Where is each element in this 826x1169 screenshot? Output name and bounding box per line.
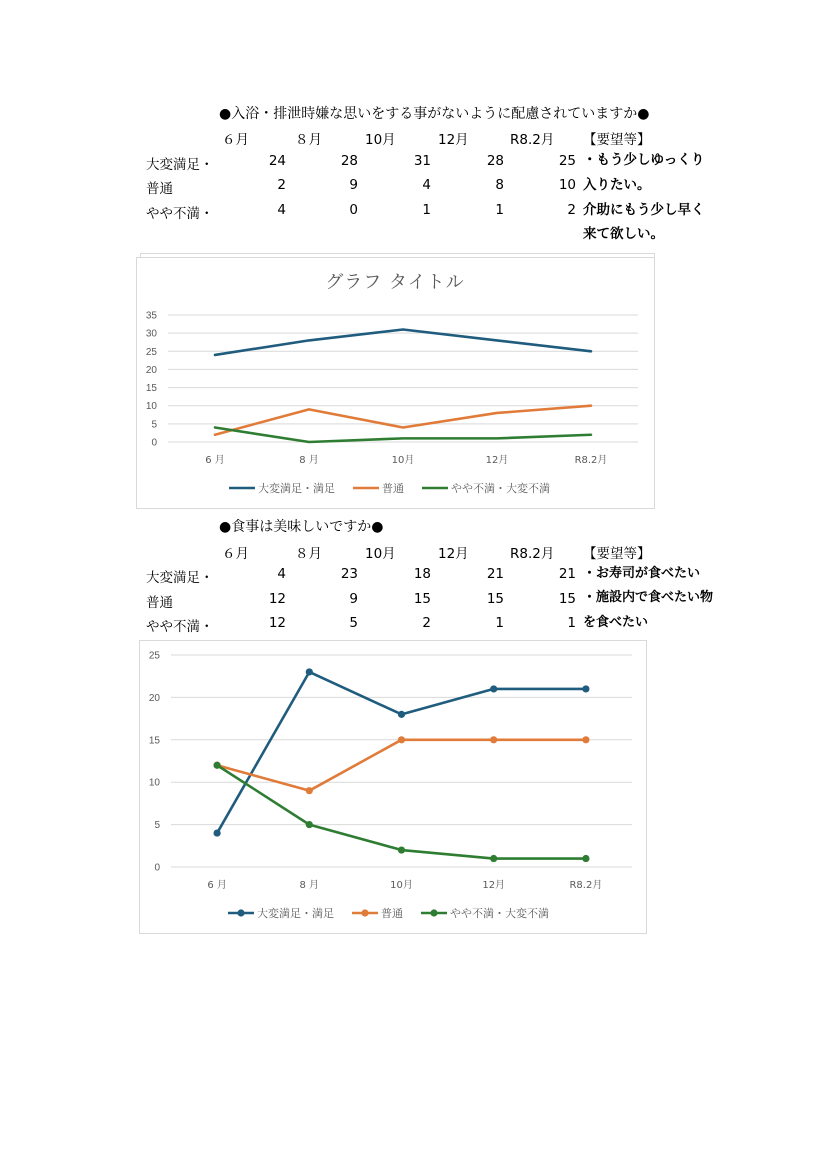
data-point bbox=[398, 846, 405, 853]
data-point bbox=[306, 668, 313, 675]
x-tick-label: 6 月 bbox=[207, 880, 227, 891]
y-tick-label: 25 bbox=[145, 346, 157, 358]
table-cell: 8 bbox=[495, 177, 504, 193]
table-cell: 9 bbox=[349, 591, 358, 607]
legend-marker bbox=[237, 909, 244, 916]
x-tick-label: 10月 bbox=[390, 880, 413, 891]
row-label: 普通 bbox=[146, 595, 173, 611]
legend-label: やや不満・大変不満 bbox=[450, 907, 549, 920]
data-point bbox=[582, 685, 589, 692]
y-tick-label: 15 bbox=[145, 383, 157, 395]
y-tick-label: 30 bbox=[145, 328, 157, 340]
month-header: 12月 bbox=[438, 546, 469, 562]
table-cell: 12 bbox=[268, 591, 286, 607]
x-tick-label: R8.2月 bbox=[574, 455, 608, 466]
table-cell: 15 bbox=[486, 591, 504, 607]
y-tick-label: 10 bbox=[145, 401, 157, 413]
table-cell: 1 bbox=[567, 615, 576, 631]
legend-marker bbox=[361, 909, 368, 916]
x-tick-label: 12月 bbox=[485, 455, 509, 466]
table-cell: 4 bbox=[277, 566, 286, 582]
month-header: ６月 bbox=[222, 546, 249, 562]
legend-item bbox=[228, 906, 334, 920]
x-tick-label: 12月 bbox=[482, 880, 506, 891]
data-point bbox=[490, 855, 497, 862]
table-cell: 12 bbox=[268, 615, 286, 631]
month-header: R8.2月 bbox=[510, 132, 555, 148]
y-tick-label: 20 bbox=[148, 692, 160, 704]
table-cell: 2 bbox=[422, 615, 431, 631]
x-tick-label: R8.2月 bbox=[569, 880, 603, 891]
table-cell: 28 bbox=[340, 153, 358, 169]
table-cell: 9 bbox=[349, 177, 358, 193]
month-header: ６月 bbox=[222, 132, 249, 148]
table-cell: 24 bbox=[268, 153, 286, 169]
legend-label: 普通 bbox=[381, 907, 403, 920]
table-cell: 2 bbox=[567, 202, 576, 218]
table-cell: 4 bbox=[277, 202, 286, 218]
table-cell: 10 bbox=[558, 177, 576, 193]
section2-title: ●食事は美味しいですか● bbox=[219, 519, 384, 535]
request-line: ・お寿司が食べたい bbox=[583, 566, 701, 581]
table-cell: 28 bbox=[486, 153, 504, 169]
y-tick-label: 20 bbox=[145, 364, 157, 376]
section1-title: ●入浴・排泄時嫌な思いをする事がないように配慮されていますか● bbox=[219, 106, 650, 122]
table-cell: 0 bbox=[349, 202, 358, 218]
request-line: 来て欲しい。 bbox=[583, 226, 664, 242]
data-point bbox=[490, 685, 497, 692]
row-label: やや不満・ bbox=[146, 619, 214, 635]
legend-marker bbox=[430, 909, 437, 916]
table-cell: 31 bbox=[413, 153, 431, 169]
table-cell: 1 bbox=[422, 202, 431, 218]
data-point bbox=[214, 762, 221, 769]
month-header: R8.2月 bbox=[510, 546, 555, 562]
request-header: 【要望等】 bbox=[583, 132, 651, 148]
table-cell: 1 bbox=[495, 202, 504, 218]
table-cell: 2 bbox=[277, 177, 286, 193]
x-tick-label: 6 月 bbox=[205, 455, 225, 466]
x-tick-label: 10月 bbox=[391, 455, 415, 466]
month-header: ８月 bbox=[295, 132, 322, 148]
y-tick-label: 15 bbox=[148, 735, 160, 747]
y-tick-label: 5 bbox=[154, 820, 160, 832]
request-line: ・もう少しゆっくり bbox=[583, 152, 705, 168]
data-point bbox=[490, 736, 497, 743]
legend-label: 普通 bbox=[382, 482, 404, 495]
table-cell: 1 bbox=[495, 615, 504, 631]
y-tick-label: 0 bbox=[151, 437, 157, 449]
legend-item bbox=[353, 481, 404, 495]
chart1 bbox=[136, 257, 655, 509]
data-point bbox=[306, 787, 313, 794]
y-tick-label: 0 bbox=[154, 862, 160, 874]
y-tick-label: 10 bbox=[148, 777, 160, 789]
table-cell: 23 bbox=[340, 566, 358, 582]
request-line: 入りたい。 bbox=[583, 177, 651, 193]
table-cell: 5 bbox=[349, 615, 358, 631]
request-line: ・施設内で食べたい物 bbox=[583, 590, 714, 605]
series-line-1 bbox=[217, 740, 586, 791]
data-point bbox=[582, 855, 589, 862]
series-line-1 bbox=[215, 406, 591, 435]
row-label: やや不満・ bbox=[146, 206, 214, 222]
row-label: 普通 bbox=[146, 181, 173, 197]
table-cell: 15 bbox=[558, 591, 576, 607]
request-line: 介助にもう少し早く bbox=[583, 202, 705, 218]
table-cell: 4 bbox=[422, 177, 431, 193]
chart1-svg bbox=[137, 258, 654, 508]
legend-label: 大変満足・満足 bbox=[258, 482, 335, 495]
month-header: 12月 bbox=[438, 132, 469, 148]
legend-item bbox=[229, 481, 335, 495]
row-label: 大変満足・ bbox=[146, 157, 214, 173]
legend-item bbox=[352, 906, 403, 920]
table-cell: 25 bbox=[558, 153, 576, 169]
x-tick-label: 8 月 bbox=[299, 880, 320, 891]
chart2 bbox=[139, 640, 647, 934]
row-label: 大変満足・ bbox=[146, 570, 214, 586]
y-tick-label: 5 bbox=[151, 419, 157, 431]
y-tick-label: 25 bbox=[148, 650, 160, 662]
month-header: 10月 bbox=[365, 546, 396, 562]
table-cell: 15 bbox=[413, 591, 431, 607]
table-cell: 21 bbox=[558, 566, 576, 582]
request-line: を食べたい bbox=[583, 615, 649, 630]
y-tick-label: 35 bbox=[145, 310, 157, 322]
data-point bbox=[398, 711, 405, 718]
chart-title: グラフ タイトル bbox=[325, 272, 465, 293]
data-point bbox=[582, 736, 589, 743]
request-header: 【要望等】 bbox=[583, 546, 651, 562]
data-point bbox=[214, 829, 221, 836]
legend-label: やや不満・大変不満 bbox=[451, 482, 550, 495]
legend-item bbox=[422, 481, 550, 495]
series-line-0 bbox=[217, 672, 586, 833]
series-line-2 bbox=[215, 427, 591, 442]
table-cell: 18 bbox=[413, 566, 431, 582]
data-point bbox=[306, 821, 313, 828]
chart2-svg bbox=[140, 641, 646, 933]
month-header: 10月 bbox=[365, 132, 396, 148]
table-cell: 21 bbox=[486, 566, 504, 582]
x-tick-label: 8 月 bbox=[299, 455, 319, 466]
legend-item bbox=[421, 906, 549, 920]
month-header: ８月 bbox=[295, 546, 322, 562]
legend-label: 大変満足・満足 bbox=[257, 907, 334, 920]
data-point bbox=[398, 736, 405, 743]
